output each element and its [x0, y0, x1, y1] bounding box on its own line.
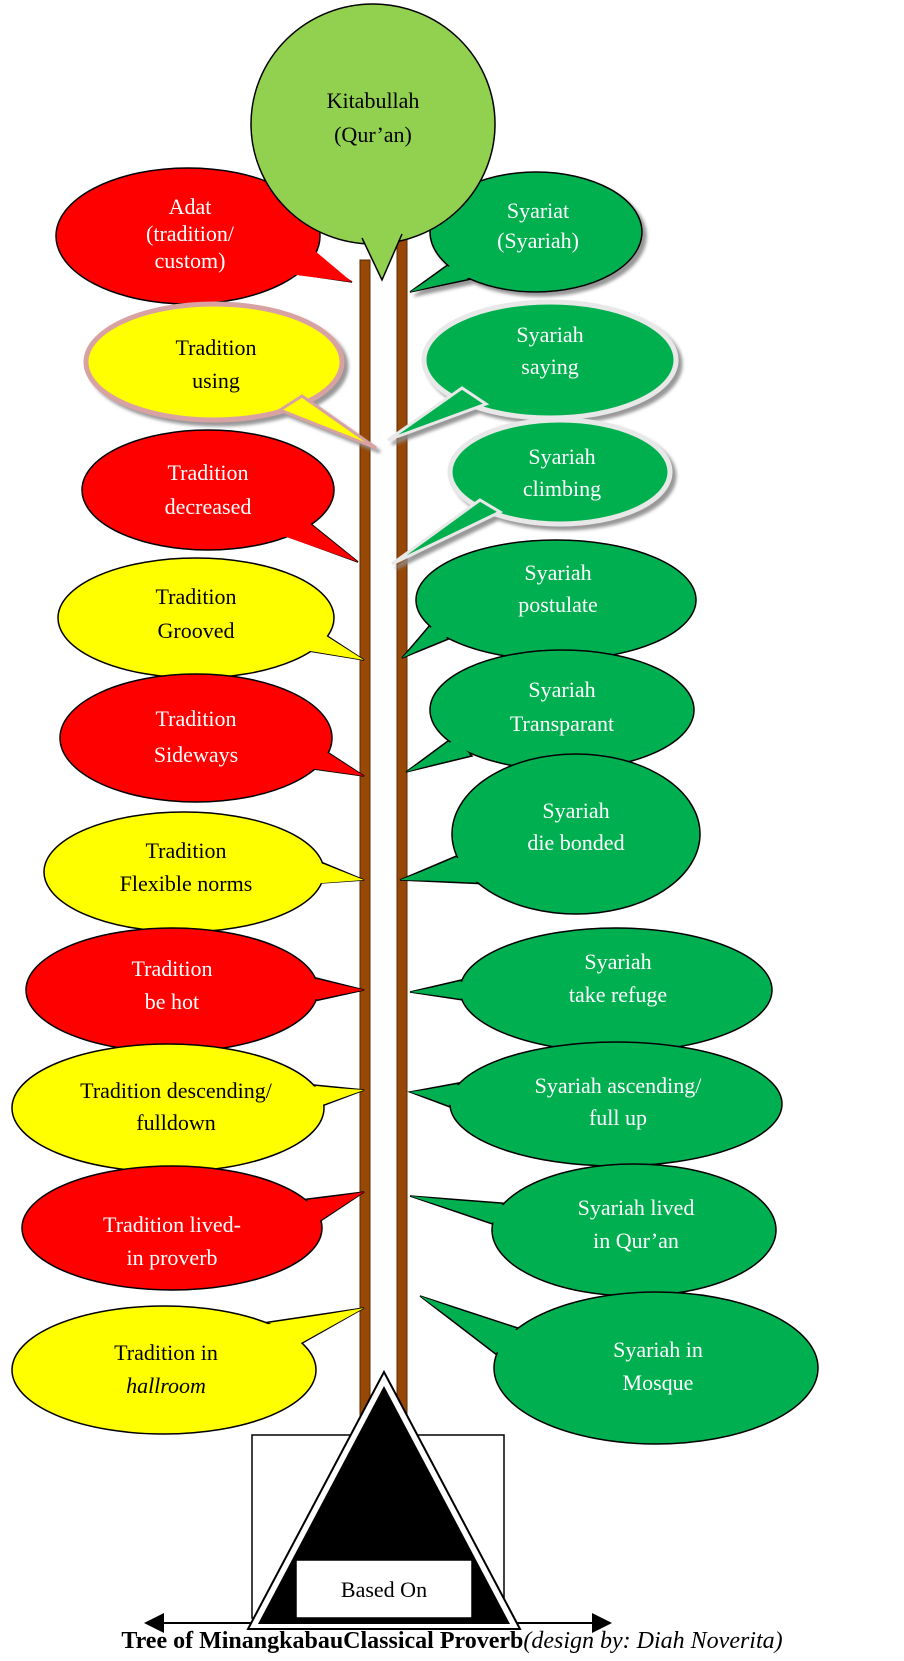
right-label-line2: in Qur’an	[593, 1228, 679, 1253]
caption-credit: (design by: Diah Noverita)	[523, 1628, 783, 1654]
left-bubble-shape	[60, 674, 332, 802]
left-label-line2: decreased	[164, 494, 252, 519]
left-label-line2: (tradition/	[146, 221, 234, 246]
left-bubble-shape	[306, 1086, 364, 1110]
left-label-line2: fulldown	[136, 1110, 216, 1135]
left-bubble-10	[12, 1306, 364, 1434]
right-bubble-6	[400, 754, 700, 914]
right-bubble-shape	[430, 650, 694, 770]
right-bubble-4	[402, 540, 696, 660]
root-label-line1: Kitabullah	[326, 88, 420, 113]
left-label-line2: Flexible norms	[119, 871, 253, 896]
left-label-line1: Tradition lived-	[103, 1212, 241, 1237]
left-label-line1: Tradition	[145, 838, 227, 863]
left-label-line1: Adat	[168, 194, 212, 219]
left-bubble-4	[58, 558, 364, 678]
left-label-line2: hallroom	[126, 1373, 206, 1398]
right-label-line2: Mosque	[622, 1370, 694, 1395]
left-label-line2: Sideways	[153, 742, 239, 767]
right-label-line1: Syariah in	[613, 1337, 703, 1362]
right-label-line2: climbing	[522, 476, 602, 501]
right-label-line1: Syariah	[524, 560, 592, 585]
figure-caption	[0, 1628, 904, 1655]
right-label-line1: Syariah	[516, 322, 584, 347]
trunk-right	[397, 232, 407, 1422]
left-bubble-3	[82, 430, 358, 562]
left-bubble-shape	[12, 1044, 324, 1172]
right-label-line1: Syariah	[542, 798, 610, 823]
left-bubble-5	[60, 674, 364, 802]
right-bubble-9	[410, 1164, 776, 1296]
right-label-line2: die bonded	[527, 830, 625, 855]
right-bubble-shape	[450, 1042, 782, 1166]
right-bubble-5	[406, 650, 694, 772]
right-bubble-shape	[494, 1292, 818, 1444]
right-label-line1: Syariah	[584, 949, 652, 974]
left-bubble-2	[86, 304, 376, 448]
right-label-line1: Syariah	[528, 677, 596, 702]
right-bubble-10	[420, 1292, 818, 1444]
right-label-line1: Syariah lived	[577, 1195, 695, 1220]
left-bubble-7	[26, 928, 364, 1052]
left-label-line2: Grooved	[157, 618, 235, 643]
base-label: Based On	[340, 1577, 428, 1602]
right-label-line2: full up	[588, 1105, 648, 1130]
left-label-line1: Tradition in	[114, 1340, 218, 1365]
right-label-line1: Syariah ascending/	[534, 1073, 702, 1098]
left-label-line1: Tradition	[167, 460, 249, 485]
left-bubble-6	[44, 812, 364, 932]
left-label-line1: Tradition	[155, 584, 237, 609]
right-label-line2: saying	[521, 354, 579, 379]
right-label-line2: (Syariah)	[497, 228, 579, 253]
left-bubble-8	[12, 1044, 364, 1172]
root-label-line2: (Qur’an)	[334, 122, 412, 147]
right-bubble-7	[410, 928, 772, 1052]
right-label-line1: Syariah	[528, 444, 596, 469]
right-label-line2: postulate	[518, 592, 598, 617]
right-label-line2: take refuge	[568, 982, 668, 1007]
left-label-line2: in proverb	[126, 1245, 218, 1270]
left-label-line2: be hot	[144, 989, 200, 1014]
caption-title: Tree of MinangkabauClassical Proverb	[121, 1628, 524, 1654]
right-bubble-8	[410, 1042, 782, 1166]
right-label-line1: Syariat	[506, 198, 570, 223]
right-label-line2: Transparant	[509, 711, 615, 736]
left-label-line2: using	[192, 368, 240, 393]
trunk-left	[360, 260, 370, 1420]
left-label-line1: Tradition	[155, 706, 237, 731]
left-label-line1: Tradition descending/	[80, 1078, 272, 1103]
left-bubble-9	[22, 1166, 364, 1290]
left-label-line1: Tradition	[131, 956, 213, 981]
left-label-line3: custom)	[154, 248, 226, 273]
left-label-line1: Tradition	[175, 335, 257, 360]
